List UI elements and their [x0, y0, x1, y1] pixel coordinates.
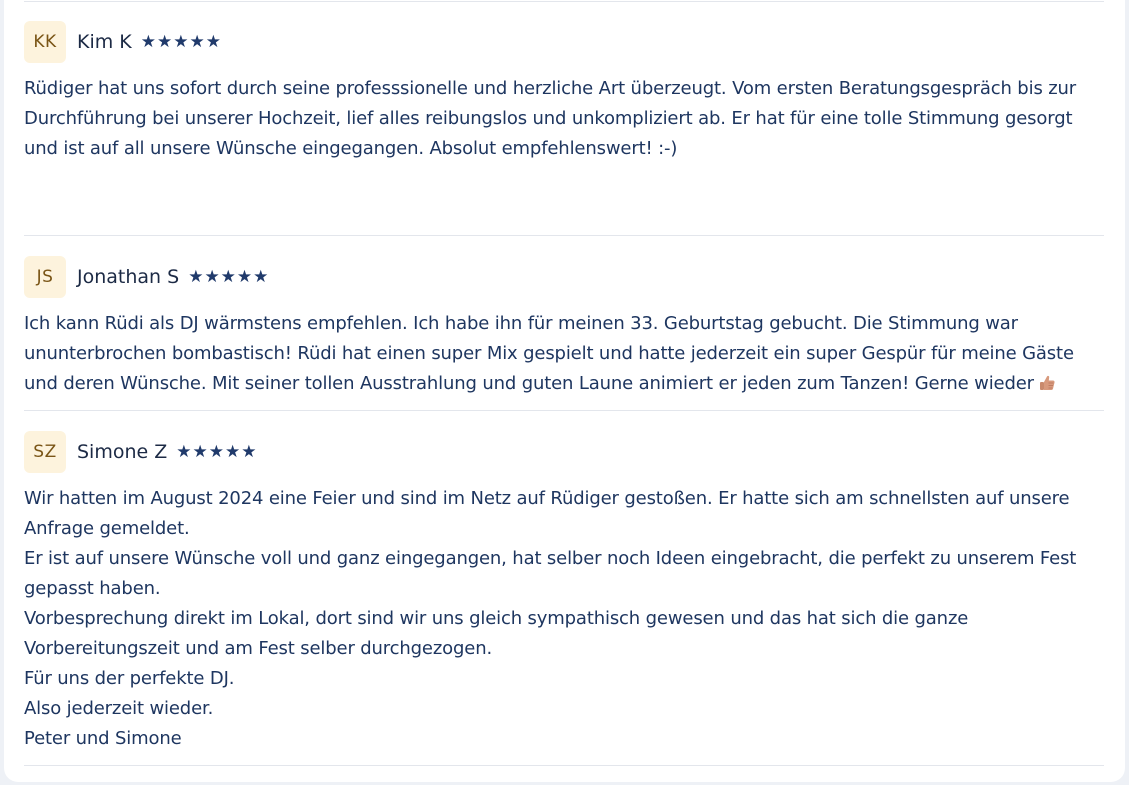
review-text: Wir hatten im August 2024 eine Feier und sind im Netz auf Rüdiger gestoßen. Er hatte sich am schnellsten auf unsere Anfrage gemeldet. Er ist auf unsere Wünsche voll und ganz eingegangen, hat selber noch Ideen eingebracht, die perfekt zu unserem Fest gepasst haben. Vorbesprechung direkt im Lokal, dort sind wir uns gleich sympathisch gewesen und das hat sich die ganze Vorbereitungszeit und am Fest selber durchgezogen. Für uns der perfekte DJ. Also jederzeit wieder. Peter und Simone: [24, 488, 1077, 749]
reviewer-name: Simone Z: [77, 441, 168, 463]
avatar: SZ: [24, 431, 66, 473]
review-text: Rüdiger hat uns sofort durch seine professsionelle und herzliche Art überzeugt. Vom ersten Beratungsgespräch bis zur Durchführung bei unserer Hochzeit, lief alles reibungslos und unkompliziert ab. Er hat für eine tolle Stimmung gesorgt und ist auf all unsere Wünsche eingegangen. Absolut empfehlenswert! :-): [24, 78, 1077, 159]
reviewer-name: Jonathan S: [77, 266, 180, 288]
divider: [24, 1, 1104, 2]
avatar: KK: [24, 21, 66, 63]
divider: [24, 410, 1104, 411]
review-header: [24, 256, 269, 298]
review-text: Ich kann Rüdi als DJ wärmstens empfehlen. Ich habe ihn für meinen 33. Geburtstag gebucht. Die Stimmung war ununterbrochen bombastisch! Rüdi hat einen super Mix gespielt und hatte jederzeit ein super Gespür für meine Gäste und deren Wünsche. Mit seiner tollen Ausstrahlung und guten Laune animiert er jeden zum Tanzen! Gerne wieder: [24, 313, 1074, 394]
thumbs-up-icon: [1038, 372, 1056, 390]
divider: [24, 765, 1104, 766]
star-rating: ★★★★★: [176, 442, 258, 462]
review-header: [24, 21, 222, 63]
star-rating: ★★★★★: [140, 32, 222, 52]
review-header: [24, 431, 257, 473]
reviewer-name: Kim K: [77, 31, 132, 53]
star-rating: ★★★★★: [188, 267, 270, 287]
avatar: JS: [24, 256, 66, 298]
review-text-block: [24, 309, 1104, 399]
divider: [24, 235, 1104, 236]
